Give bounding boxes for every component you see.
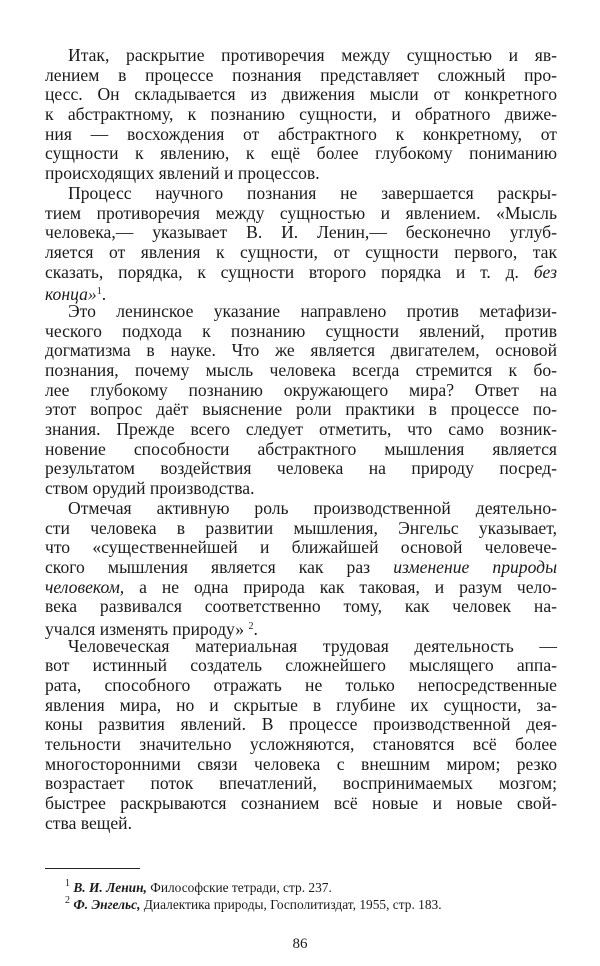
text-segment: что «существеннейшей и ближайшей основой человече- (45, 537, 557, 558)
paragraph (45, 499, 557, 637)
text-segment: ческого подхода к познанию сущности явлений, против (45, 320, 557, 341)
text-segment: коны развития явлений. В процессе производственной дея- (45, 714, 557, 735)
text-line (45, 735, 557, 755)
text-segment: . (101, 284, 107, 305)
text-segment: Человеческая материальная трудовая деятельность — (68, 635, 557, 656)
text-segment: ства вещей. (45, 812, 132, 833)
text-segment: а не одна природа как таковая, и разум чело- (124, 576, 557, 597)
text-line (45, 263, 557, 283)
footnote-author: В. И. Ленин, (73, 880, 147, 895)
body-text (45, 46, 557, 834)
text-segment: тельности значительно усложняются, становятся всё более (45, 734, 557, 755)
text-line (45, 322, 557, 342)
text-line (45, 814, 557, 834)
footnote-author: Ф. Энгельс, (73, 897, 141, 912)
text-segment: рата, способного отражать не только непосредственные (45, 675, 557, 695)
italic-text: человеком, (45, 576, 125, 597)
text-line (45, 125, 557, 145)
text-segment: Процесс научного познания не завершается раскры- (68, 182, 557, 203)
text-segment: человека,— указывает В. И. Ленин,— бесконечно углуб- (45, 222, 557, 243)
text-segment: явления мира, но и скрытые в глубине их сущности, за- (45, 694, 557, 715)
text-segment: сказать, порядка, к сущности второго порядка и т. д. (45, 261, 534, 282)
text-segment: лее глубокому познанию окружающего мира? Ответ на (45, 379, 557, 400)
text-segment: ского мышления является как раз (45, 556, 394, 577)
footnote-reference: 2 (248, 620, 254, 632)
text-line (45, 243, 557, 263)
footnote (65, 892, 560, 912)
text-segment: учался изменять природу» (45, 618, 249, 639)
text-line (45, 66, 557, 86)
text-line (45, 519, 557, 539)
paragraph (45, 182, 557, 305)
text-segment: вот истинный создатель сложнейшего мыслящего аппа- (45, 655, 557, 676)
text-line (45, 617, 557, 637)
text-line (45, 696, 557, 716)
text-segment: Отмечая активную роль производственной деятельно- (68, 497, 557, 518)
text-segment: новение способности абстрактного мышления является (45, 438, 557, 459)
text-line (45, 204, 557, 224)
text-line (45, 774, 557, 794)
footnote (65, 875, 560, 895)
text-line (45, 164, 557, 184)
text-line (45, 558, 557, 578)
footnote-source: Диалектика природы, Госполитиздат, 1955, стр. 183. (140, 897, 442, 912)
paragraph (45, 637, 557, 834)
italic-text: без (533, 261, 557, 282)
text-segment: Это ленинское указание направлено против метафизи- (68, 300, 557, 321)
text-segment: ния — восхождения от абстрактного к конкретному, от (45, 123, 557, 144)
footnotes (65, 875, 560, 912)
text-line (45, 794, 557, 814)
footnote-mark: 2 (65, 895, 70, 906)
text-line (45, 282, 557, 305)
text-segment: быстрее раскрываются сознанием всё новые и новые свой- (45, 793, 557, 814)
text-line (45, 46, 557, 66)
text-segment: этот вопрос даёт выяснение роли практики в процессе по- (45, 399, 557, 420)
text-line (45, 420, 557, 440)
text-segment: догматизма в науке. Что же является двигателем, основой (45, 340, 557, 361)
paragraph (45, 46, 557, 184)
text-line (45, 302, 557, 322)
text-line (45, 597, 557, 617)
footnote-reference: 1 (96, 286, 102, 298)
text-line (45, 85, 557, 105)
text-line (45, 144, 557, 164)
text-line (45, 105, 557, 125)
text-line (45, 223, 557, 243)
text-line (45, 499, 557, 519)
text-segment: цесс. Он складывается из движения мысли от конкретного (45, 84, 557, 105)
text-segment: сущности к явлению, к ещё более глубокому пониманию (45, 143, 557, 164)
text-segment: к абстрактному, к познанию сущности, и обратного движе- (45, 104, 557, 125)
text-line (45, 341, 557, 361)
text-line (45, 479, 557, 499)
text-line (45, 381, 557, 401)
footnote-mark: 1 (65, 878, 70, 889)
text-segment: происходящих явлений и процессов. (45, 163, 320, 184)
text-line (45, 538, 557, 558)
text-segment: тием противоречия между сущностью и явлением. «Мысль (45, 202, 557, 223)
text-line (45, 184, 557, 204)
text-segment: века развивался соответственно тому, как человек на- (45, 596, 557, 617)
text-segment: многосторонними связи человека с внешним миром; резко (45, 753, 557, 774)
italic-text: конца» (45, 284, 97, 305)
text-segment: сти человека в развитии мышления, Энгельс указывает, (45, 517, 557, 538)
text-segment: результатом воздействия человека на природу посред- (45, 458, 557, 479)
text-segment: Итак, раскрытие противоречия между сущностью и яв- (68, 45, 557, 65)
page-number: 86 (292, 936, 308, 952)
text-line (45, 637, 557, 657)
footnote-divider (45, 868, 140, 869)
text-line (45, 656, 557, 676)
text-segment: . (253, 618, 258, 639)
paragraph (45, 302, 557, 499)
footnote-source: Философские тетради, стр. 237. (146, 880, 332, 895)
text-segment: знания. Прежде всего следует отметить, что само возник- (45, 419, 557, 440)
text-segment: ством орудий производства. (45, 478, 255, 499)
text-line (45, 361, 557, 381)
text-line (45, 715, 557, 735)
text-line (45, 400, 557, 420)
text-line (45, 755, 557, 775)
italic-text: изменение природы (393, 556, 557, 577)
text-line (45, 459, 557, 479)
text-line (45, 676, 557, 696)
text-line (45, 440, 557, 460)
text-segment: лением в процессе познания представляет сложный про- (45, 64, 557, 85)
text-segment: ляется от явления к сущности, от сущности первого, так (45, 241, 557, 262)
text-segment: возрастает поток впечатлений, воспринимаемых мозгом; (45, 773, 557, 794)
text-line (45, 578, 557, 598)
text-segment: познания, почему мысль человека всегда стремится к бо- (45, 360, 557, 380)
